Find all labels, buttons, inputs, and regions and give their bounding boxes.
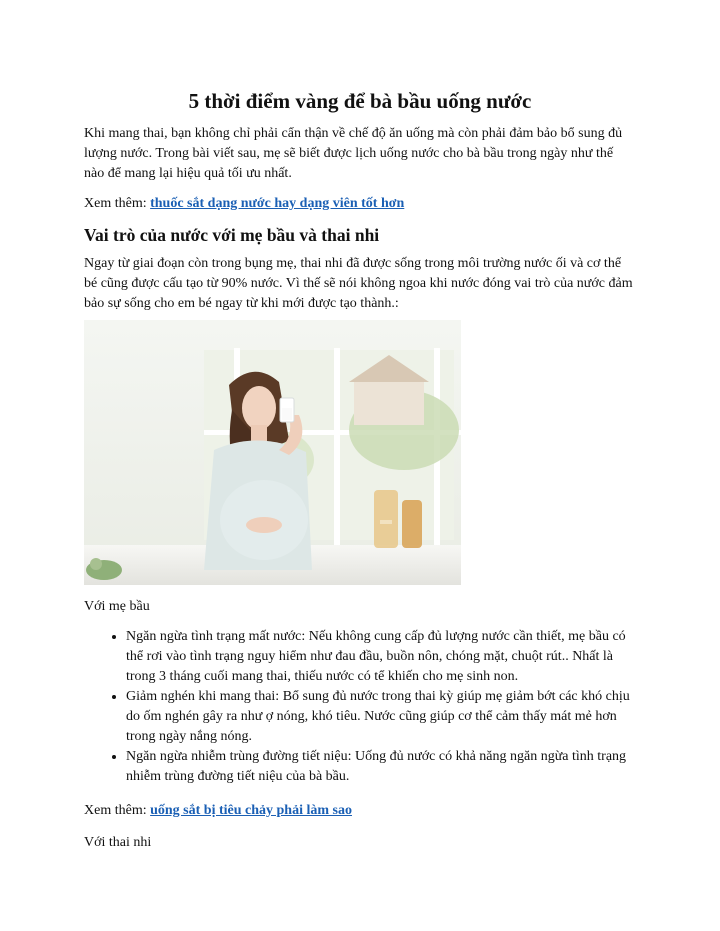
mother-subheading: Với mẹ bầu [84,599,150,614]
photo-illustration [84,320,461,585]
section-heading: Vai trò của nước với mẹ bầu và thai nhi [84,225,380,245]
intro-paragraph: Khi mang thai, bạn không chỉ phải cẩn thận về chế độ ăn uống mà còn phải đảm bảo bổ sung đủ lượng nước. Trong bài viết sau, mẹ sẽ biết được lịch uống nước cho bà bầu trong ngày như thế nào để mang lại hiệu quả tối ưu nhất. [84,126,623,181]
iron-diarrhea-link[interactable]: uống sắt bị tiêu chảy phải làm sao [150,803,352,818]
document-page [84,88,636,853]
iron-supplement-link[interactable]: thuốc sắt dạng nước hay dạng viên tốt hơn [150,196,405,211]
see-more-line-1 [84,194,636,214]
pregnant-woman-drinking-photo [84,320,461,585]
see-more-line-2 [84,801,636,821]
list-item: • Ngăn ngừa nhiễm trùng đường tiết niệu: Uống đủ nước có khả năng ngăn ngừa tình trạng nhiễm trùng đường tiết niệu của bà bầu. [126,747,636,787]
list-item: • Ngăn ngừa tình trạng mất nước: Nếu không cung cấp đủ lượng nước cần thiết, mẹ bầu có thể rơi vào tình trạng nguy hiểm như đau đầu, buồn nôn, chóng mặt, chuột rút.. Nhất là trong 3 tháng cuối mang thai, thiếu nước có tể khiến cho mẹ sinh non. [126,627,636,687]
list-item: • Giảm nghén khi mang thai: Bổ sung đủ nước trong thai kỳ giúp mẹ giảm bớt các khó chịu do ốm nghén gây ra như ợ nóng, khó tiêu. Nước cũng giúp cơ thể cảm thấy mát mẻ hơn trong ngày nắng nóng. [126,687,636,747]
benefits-list [84,627,636,787]
see-more-prefix: Xem thêm: [84,196,151,211]
see-more-prefix: Xem thêm: [84,803,151,818]
baby-subheading: Với thai nhi [84,835,152,850]
article-title: 5 thời điểm vàng để bà bầu uống nước [188,89,532,113]
section-paragraph: Ngay từ giai đoạn còn trong bụng mẹ, thai nhi đã được sống trong môi trường nước ối và cơ thể bé cũng được cấu tạo từ 90% nước. Vì thế sẽ nói không ngoa khi nước đóng vai trò của nước đảm bảo sự sống cho em bé ngay từ khi mới được tạo thành.: [84,256,633,311]
